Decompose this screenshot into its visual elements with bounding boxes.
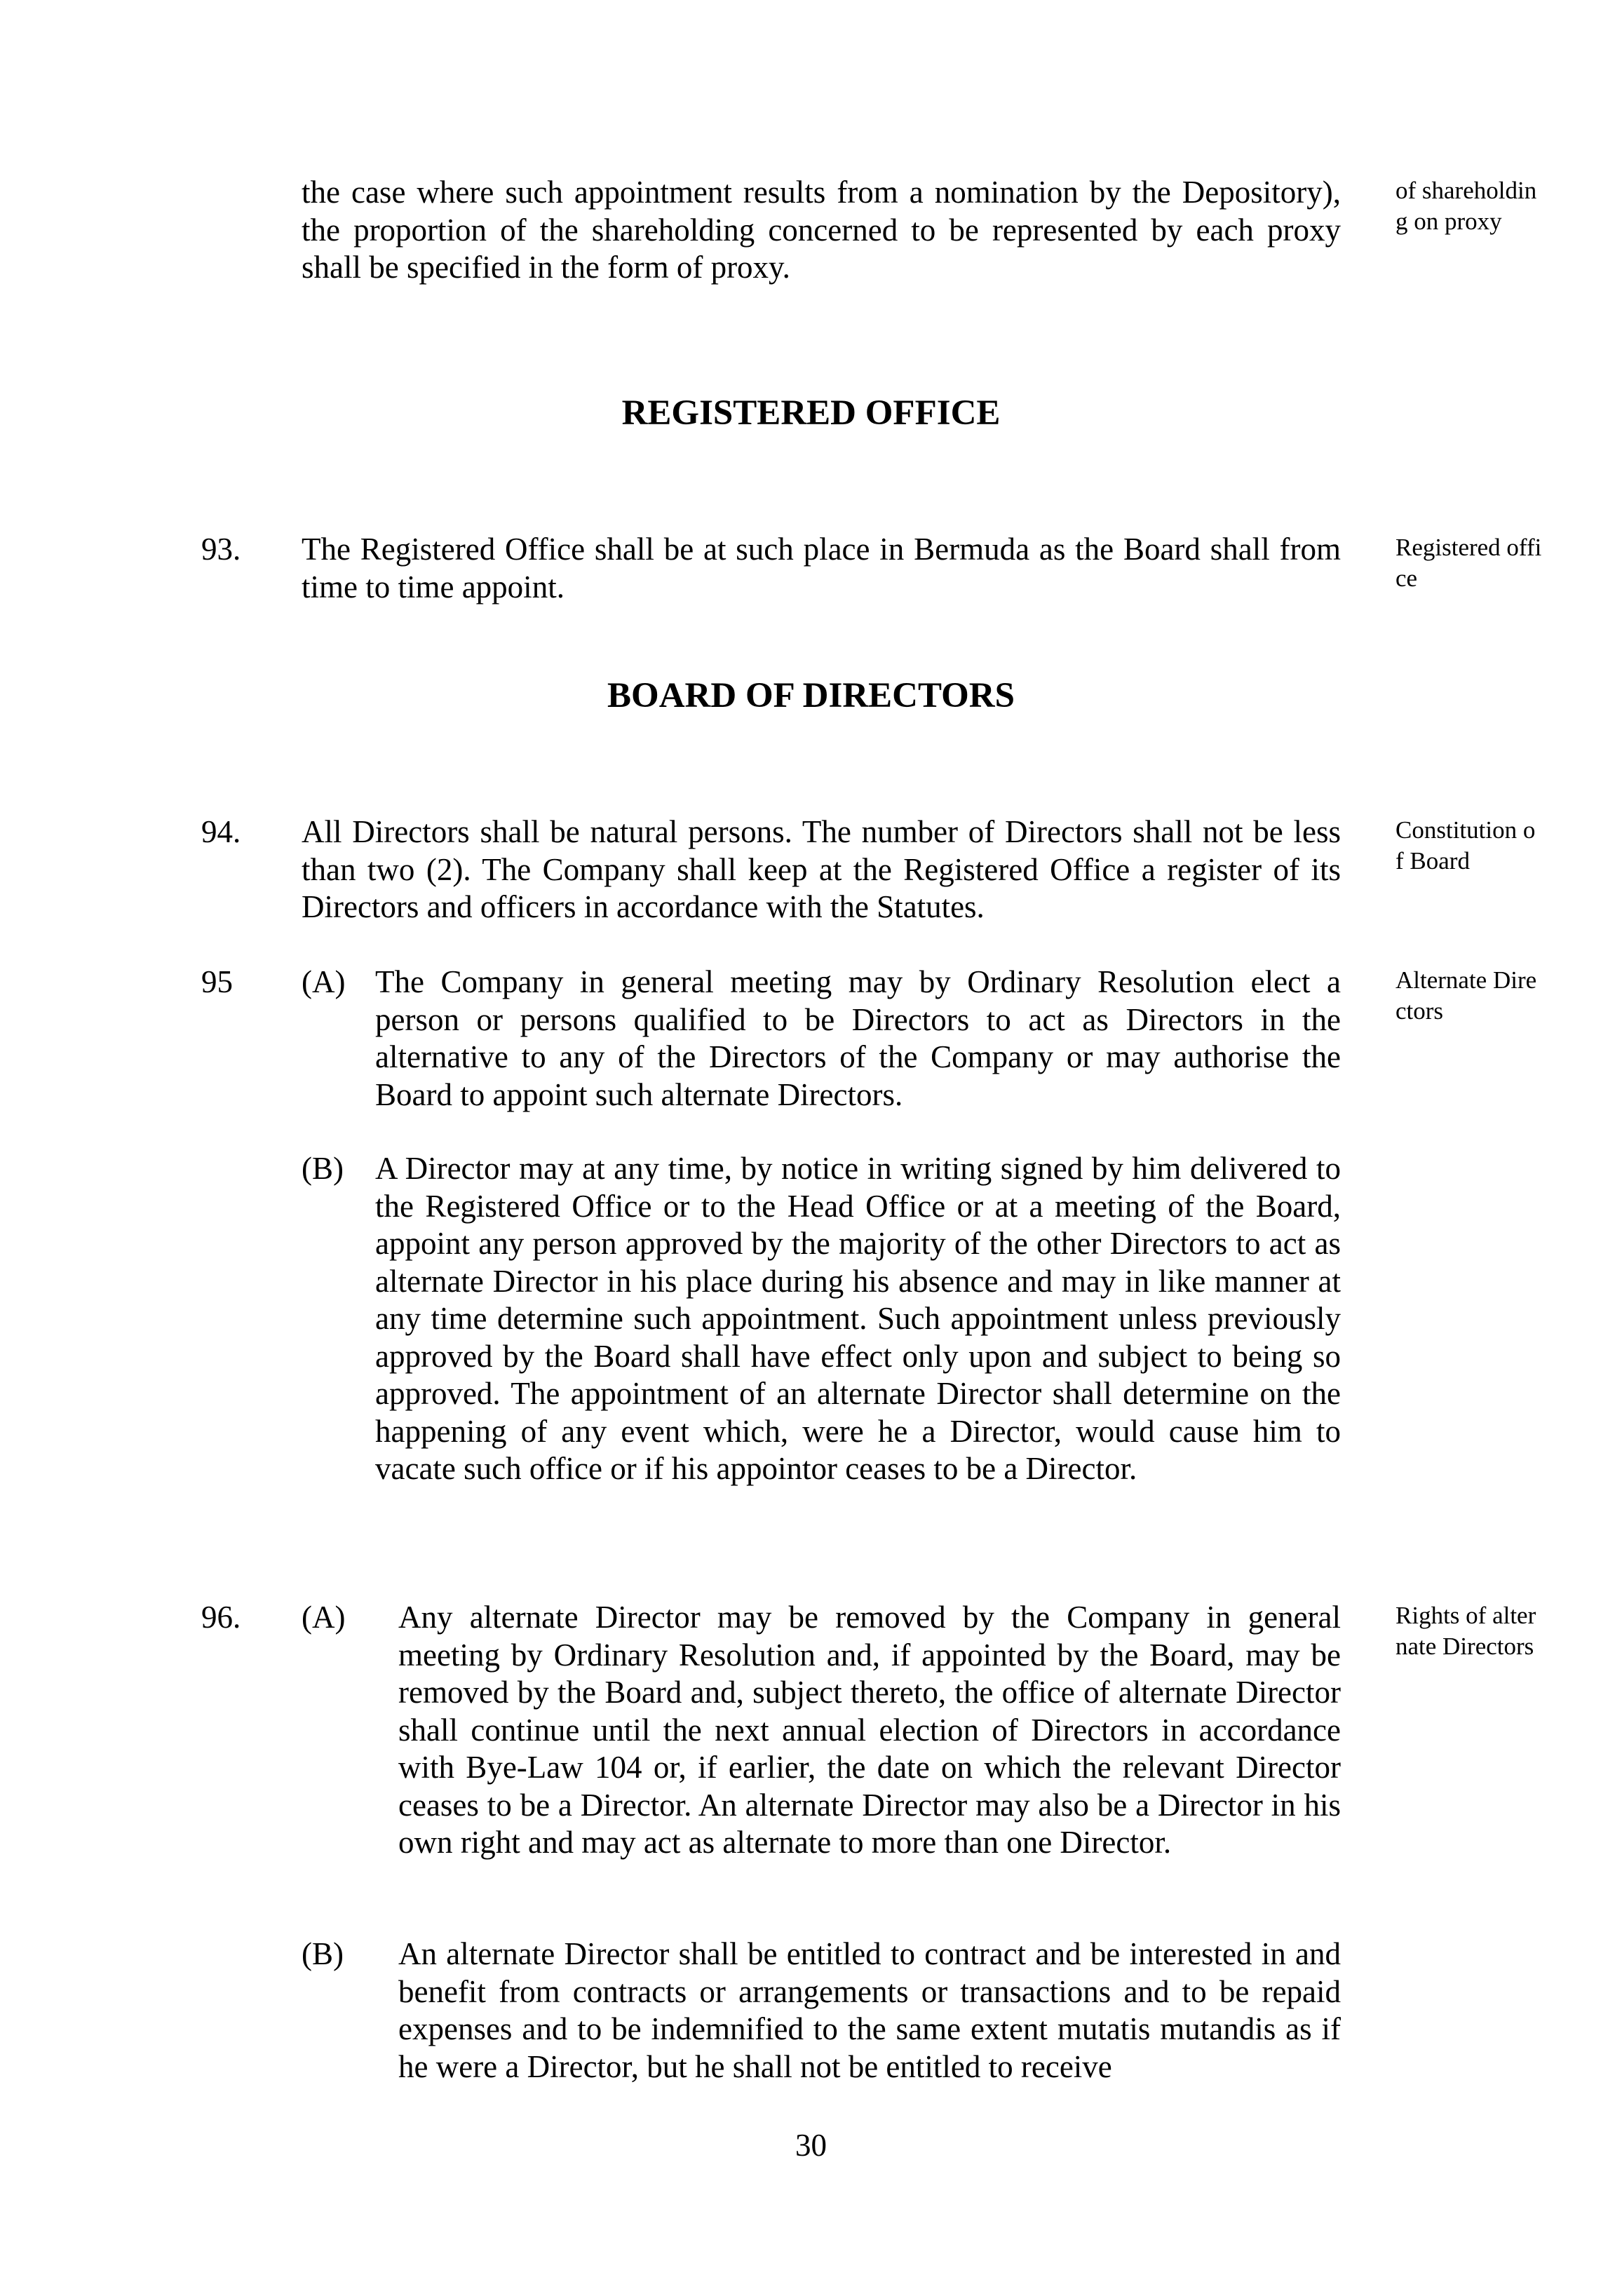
margin-note-rights-of-alternate-directors: Rights of alternate Directors	[1395, 1602, 1536, 1660]
clause-93-number: 93.	[201, 532, 241, 567]
clause-95b-text: A Director may at any time, by notice in writing signed by him delivered to the Registered Office or to the Head Office or at a meeting of the Board, appoint any person approved by the majority of the other Directors to act as alternate Director in his place during his absence and may in like manner at any time determine such appointment. Such appointment unless previously approved by the Board shall have effect only upon and subject to being so approved. The appointment of an alternate Director shall determine on the happening of any event which, were he a Director, would cause him to vacate such office or if his appointor ceases to be a Director.	[375, 1151, 1341, 1486]
margin-note-proxy: of shareholding on proxy	[1395, 177, 1537, 235]
margin-note-alternate-directors: Alternate Directors	[1395, 966, 1537, 1025]
margin-note-registered-office: Registered office	[1395, 534, 1542, 592]
clause-94-number: 94.	[201, 814, 241, 849]
clause-95b-label: (B)	[302, 1151, 344, 1186]
clause-95-number: 95	[201, 964, 233, 999]
clause-95a-text: The Company in general meeting may by Ordinary Resolution elect a person or persons qualified to be Directors to act as Directors in the alternative to any of the Directors of the Company or may authorise the Board to appoint such alternate Directors.	[375, 964, 1341, 1112]
clause-94-text: All Directors shall be natural persons. The number of Directors shall not be less than two (2). The Company shall keep at the Registered Office a register of its Directors and officers in accordance with the Statutes.	[302, 814, 1341, 924]
clause-96a-label: (A)	[302, 1600, 346, 1635]
clause-96a-text: Any alternate Director may be removed by the Company in general meeting by Ordinary Resolution and, if appointed by the Board, may be removed by the Board and, subject thereto, the office of alternate Director shall continue until the next annual election of Directors in accordance with Bye-Law 104 or, if earlier, the date on which the relevant Director ceases to be a Director. An alternate Director may also be a Director in his own right and may act as alternate to more than one Director.	[398, 1600, 1341, 1860]
clause-93-text: The Registered Office shall be at such place in Bermuda as the Board shall from time to time appoint.	[302, 532, 1341, 605]
section-heading-board-of-directors: BOARD OF DIRECTORS	[607, 676, 1015, 715]
clause-96-number: 96.	[201, 1600, 241, 1635]
margin-note-constitution-of-board: Constitution of Board	[1395, 816, 1536, 874]
clause-96b-label: (B)	[302, 1936, 344, 1971]
page-number: 30	[795, 2128, 827, 2163]
clause-95a-label: (A)	[302, 964, 346, 999]
section-heading-registered-office: REGISTERED OFFICE	[621, 393, 1001, 433]
carryover-paragraph: the case where such appointment results from a nomination by the Depository), the proportion of the shareholding concerned to be represented by each proxy shall be specified in the form of proxy.	[302, 175, 1341, 285]
clause-96b-text: An alternate Director shall be entitled to contract and be interested in and benefit from contracts or arrangements or transactions and to be repaid expenses and to be indemnified to the same extent mutatis mutandis as if he were a Director, but he shall not be entitled to receive	[398, 1936, 1341, 2084]
